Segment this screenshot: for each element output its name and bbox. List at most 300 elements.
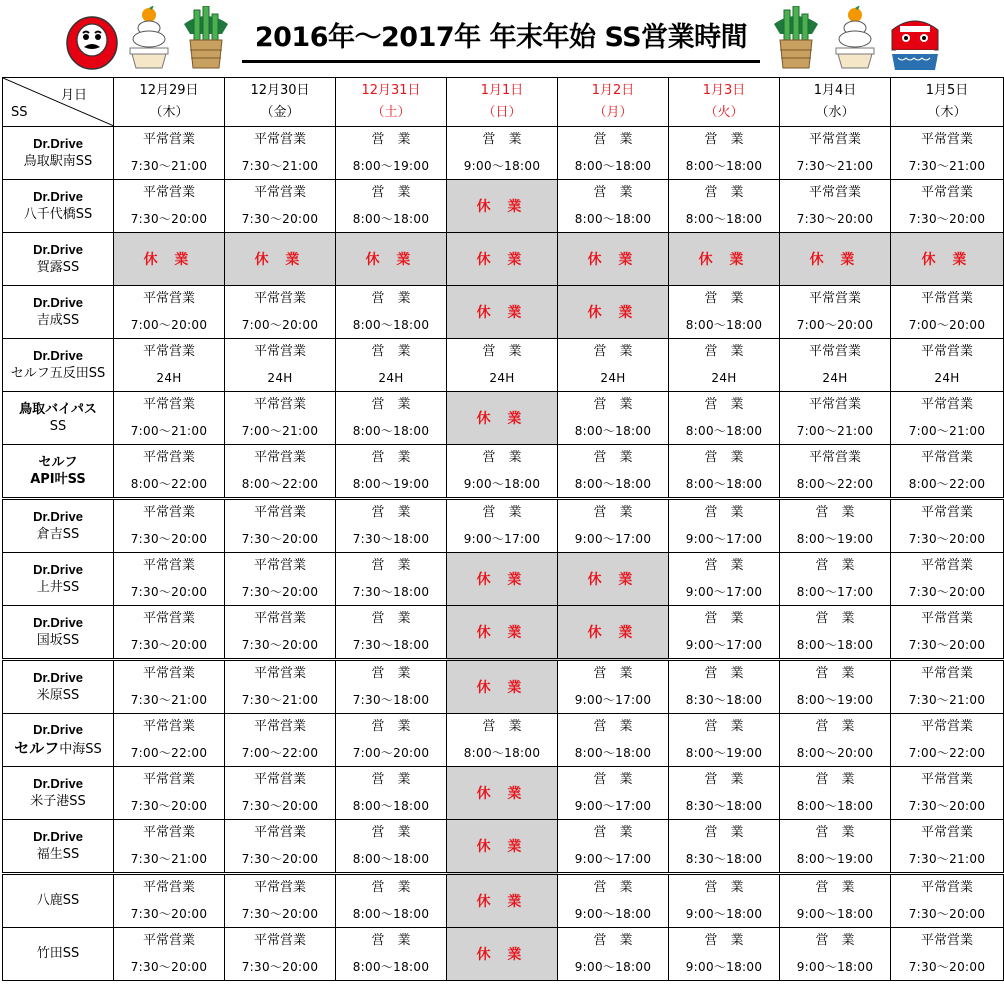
hours-cell (114, 714, 225, 767)
business-status: 平常営業 (920, 397, 973, 412)
kagami-mochi-icon (830, 6, 880, 70)
day-date: 1月1日 (480, 83, 524, 98)
business-status: 平常営業 (142, 558, 195, 573)
hours-cell (336, 445, 447, 499)
closed-cell (225, 233, 336, 286)
business-status: 平常営業 (142, 132, 195, 147)
hours-cell (891, 339, 1004, 392)
business-status: 営 業 (371, 450, 411, 465)
kadomatsu-icon (180, 6, 232, 70)
business-hours: 9:00～18:00 (574, 907, 652, 921)
business-status: 営 業 (371, 505, 411, 520)
hours-cell (558, 180, 669, 233)
business-status: 営 業 (593, 450, 633, 465)
business-hours: 7:30～21:00 (908, 852, 986, 866)
corner-cell (3, 78, 114, 127)
business-hours: 7:30～20:00 (908, 212, 986, 226)
business-hours: 7:30～20:00 (130, 585, 208, 599)
closed-cell (558, 553, 669, 606)
hours-cell (891, 820, 1004, 874)
closed-cell (447, 606, 558, 660)
station-name-cell (3, 445, 114, 499)
business-status: 営 業 (815, 825, 855, 840)
station-name-cell (3, 660, 114, 714)
business-status: 平常営業 (808, 185, 861, 200)
hours-cell (447, 339, 558, 392)
station-name: 上井SS (36, 580, 80, 595)
business-status: 平常営業 (253, 772, 306, 787)
business-status: 営 業 (704, 505, 744, 520)
hours-cell (225, 339, 336, 392)
business-status: 平常営業 (253, 291, 306, 306)
hours-cell (891, 286, 1004, 339)
station-name-cell (3, 233, 114, 286)
hours-cell (669, 553, 780, 606)
business-status: 平常営業 (142, 185, 195, 200)
business-hours: 7:00～21:00 (908, 424, 986, 438)
business-status: 平常営業 (808, 344, 861, 359)
closed-label: 休 業 (476, 572, 528, 588)
station-brand: Dr.Drive (33, 189, 83, 204)
hours-cell (669, 874, 780, 928)
business-hours: 24H (711, 371, 737, 385)
business-hours: 24H (489, 371, 515, 385)
business-hours: 7:30～20:00 (908, 799, 986, 813)
business-status: 平常営業 (253, 558, 306, 573)
hours-cell (225, 928, 336, 981)
business-status: 営 業 (815, 505, 855, 520)
closed-cell (447, 660, 558, 714)
hours-cell (669, 180, 780, 233)
business-hours: 8:00～18:00 (352, 318, 430, 332)
business-status: 営 業 (371, 132, 411, 147)
business-status: 平常営業 (920, 505, 973, 520)
business-hours: 8:30～18:00 (685, 852, 763, 866)
business-status: 営 業 (704, 291, 744, 306)
business-status: 営 業 (371, 772, 411, 787)
business-hours: 9:00～18:00 (463, 477, 541, 491)
station-brand: Dr.Drive (33, 509, 83, 524)
hours-cell (669, 660, 780, 714)
business-status: 平常営業 (920, 291, 973, 306)
business-hours: 24H (600, 371, 626, 385)
station-name: 賀露SS (36, 260, 80, 275)
hours-cell (558, 874, 669, 928)
business-status: 平常営業 (253, 344, 306, 359)
business-hours: 24H (267, 371, 293, 385)
hours-cell (225, 820, 336, 874)
hours-cell (669, 606, 780, 660)
closed-cell (447, 553, 558, 606)
business-hours: 7:30～20:00 (241, 532, 319, 546)
hours-cell (225, 553, 336, 606)
business-hours: 7:30～21:00 (796, 159, 874, 173)
business-status: 平常営業 (253, 611, 306, 626)
page-title: 2016年～2017年 年末年始 SS営業時間 (242, 18, 760, 63)
business-status: 営 業 (815, 611, 855, 626)
hours-cell (780, 127, 891, 180)
hours-cell (558, 928, 669, 981)
station-name-cell (3, 339, 114, 392)
hours-cell (780, 553, 891, 606)
business-hours: 8:00～19:00 (796, 852, 874, 866)
hours-cell (891, 392, 1004, 445)
station-name-cell (3, 714, 114, 767)
day-weekday: （月） (593, 105, 633, 120)
business-hours: 8:00～18:00 (352, 212, 430, 226)
business-hours: 7:30～18:00 (352, 532, 430, 546)
business-status: 営 業 (371, 611, 411, 626)
closed-label: 休 業 (476, 252, 528, 268)
business-status: 営 業 (704, 450, 744, 465)
closed-label: 休 業 (587, 252, 639, 268)
business-hours: 8:00～18:00 (352, 799, 430, 813)
business-status: 平常営業 (253, 450, 306, 465)
business-hours: 9:00～17:00 (574, 693, 652, 707)
business-hours: 9:00～17:00 (574, 799, 652, 813)
business-status: 平常営業 (142, 344, 195, 359)
business-status: 営 業 (371, 185, 411, 200)
hours-cell (558, 392, 669, 445)
day-weekday: （水） (815, 105, 855, 120)
hours-cell (558, 714, 669, 767)
business-hours: 8:00～19:00 (685, 746, 763, 760)
business-hours: 8:00～18:00 (352, 960, 430, 974)
hours-cell (891, 499, 1004, 553)
business-hours: 7:00～21:00 (241, 424, 319, 438)
hours-cell (891, 714, 1004, 767)
hours-cell (669, 286, 780, 339)
station-brand: Dr.Drive (33, 295, 83, 310)
business-hours: 7:00～20:00 (130, 318, 208, 332)
station-name: 国坂SS (36, 633, 80, 648)
business-hours: 8:00～18:00 (796, 799, 874, 813)
station-name: 吉成SS (36, 313, 80, 328)
day-date: 1月2日 (591, 83, 635, 98)
business-hours: 8:00～18:00 (574, 424, 652, 438)
station-row (3, 445, 1004, 499)
closed-cell (447, 820, 558, 874)
hours-cell (114, 445, 225, 499)
business-hours: 7:30～20:00 (908, 532, 986, 546)
closed-label: 休 業 (476, 625, 528, 641)
closed-label: 休 業 (587, 572, 639, 588)
hours-cell (447, 445, 558, 499)
business-status: 平常営業 (920, 666, 973, 681)
business-status: 平常営業 (920, 880, 973, 895)
corner-ss-label: SS (11, 105, 28, 120)
business-status: 平常営業 (142, 291, 195, 306)
closed-label: 休 業 (587, 305, 639, 321)
hours-cell (336, 820, 447, 874)
business-status: 営 業 (593, 666, 633, 681)
station-name: 八鹿SS (36, 893, 80, 908)
hours-cell (780, 767, 891, 820)
station-row (3, 180, 1004, 233)
business-status: 営 業 (593, 933, 633, 948)
business-status: 営 業 (371, 666, 411, 681)
business-hours: 7:30～20:00 (241, 638, 319, 652)
station-brand: Dr.Drive (33, 615, 83, 630)
business-hours: 8:30～18:00 (685, 693, 763, 707)
hours-cell (225, 127, 336, 180)
business-hours: 8:30～18:00 (685, 799, 763, 813)
hours-cell (336, 127, 447, 180)
station-name-cell (3, 874, 114, 928)
business-hours: 9:00～17:00 (685, 532, 763, 546)
business-status: 営 業 (704, 772, 744, 787)
hours-cell (114, 127, 225, 180)
closed-cell (447, 767, 558, 820)
closed-label: 休 業 (476, 305, 528, 321)
business-status: 平常営業 (920, 185, 973, 200)
day-date: 1月5日 (925, 83, 969, 98)
business-hours: 7:30～18:00 (352, 638, 430, 652)
business-hours: 8:00～22:00 (796, 477, 874, 491)
hours-cell (891, 445, 1004, 499)
hours-cell (225, 874, 336, 928)
business-hours: 7:00～20:00 (796, 318, 874, 332)
closed-label: 休 業 (365, 252, 417, 268)
day-header (558, 78, 669, 127)
station-name-cell (3, 767, 114, 820)
hours-cell (669, 339, 780, 392)
business-hours: 8:00～18:00 (574, 746, 652, 760)
station-name-cell (3, 286, 114, 339)
business-status: 営 業 (704, 825, 744, 840)
hours-cell (114, 928, 225, 981)
business-hours: 7:30～20:00 (130, 212, 208, 226)
page-header (0, 0, 1004, 74)
business-status: 営 業 (815, 772, 855, 787)
business-status: 平常営業 (920, 933, 973, 948)
closed-label: 休 業 (587, 625, 639, 641)
shishimai-icon (886, 12, 944, 72)
business-status: 平常営業 (920, 611, 973, 626)
business-status: 平常営業 (253, 880, 306, 895)
hours-cell (447, 127, 558, 180)
business-status: 営 業 (593, 505, 633, 520)
hours-cell (780, 339, 891, 392)
business-hours: 7:00～22:00 (130, 746, 208, 760)
hours-cell (225, 606, 336, 660)
business-hours: 9:00～17:00 (685, 585, 763, 599)
business-status: 営 業 (704, 933, 744, 948)
business-hours: 8:00～22:00 (241, 477, 319, 491)
station-name: 米子港SS (30, 794, 86, 809)
business-status: 平常営業 (142, 450, 195, 465)
hours-cell (114, 606, 225, 660)
hours-cell (669, 499, 780, 553)
business-hours: 9:00～17:00 (574, 852, 652, 866)
hours-cell (558, 767, 669, 820)
hours-cell (336, 286, 447, 339)
hours-cell (669, 392, 780, 445)
business-status: 営 業 (371, 880, 411, 895)
business-status: 平常営業 (253, 666, 306, 681)
hours-cell (891, 553, 1004, 606)
day-header (225, 78, 336, 127)
business-status: 営 業 (704, 666, 744, 681)
hours-cell (669, 928, 780, 981)
business-hours: 7:30～20:00 (908, 907, 986, 921)
hours-cell (780, 820, 891, 874)
business-status: 営 業 (371, 291, 411, 306)
business-hours: 7:00～21:00 (130, 424, 208, 438)
day-header (336, 78, 447, 127)
closed-cell (114, 233, 225, 286)
hours-cell (114, 660, 225, 714)
hours-cell (891, 606, 1004, 660)
day-weekday: （木） (149, 105, 189, 120)
station-row (3, 286, 1004, 339)
business-status: 営 業 (482, 132, 522, 147)
business-hours: 8:00～18:00 (685, 212, 763, 226)
business-status: 営 業 (482, 450, 522, 465)
business-status: 平常営業 (920, 825, 973, 840)
day-date: 12月31日 (361, 83, 421, 98)
hours-cell (225, 392, 336, 445)
business-hours: 7:30～21:00 (241, 693, 319, 707)
business-status: 営 業 (593, 825, 633, 840)
business-hours: 7:00～20:00 (908, 318, 986, 332)
day-header (780, 78, 891, 127)
hours-cell (114, 767, 225, 820)
station-brand: Dr.Drive (33, 670, 83, 685)
hours-cell (114, 286, 225, 339)
day-header (669, 78, 780, 127)
business-status: 営 業 (482, 344, 522, 359)
station-row (3, 767, 1004, 820)
hours-cell (558, 127, 669, 180)
business-hours: 9:00～18:00 (685, 907, 763, 921)
business-hours: 7:30～20:00 (130, 960, 208, 974)
closed-cell (447, 180, 558, 233)
station-name: 倉吉SS (36, 527, 80, 542)
station-name-cell (3, 820, 114, 874)
closed-cell (447, 233, 558, 286)
business-status: 平常営業 (808, 450, 861, 465)
hours-cell (447, 499, 558, 553)
hours-cell (225, 180, 336, 233)
hours-cell (336, 606, 447, 660)
business-status: 営 業 (704, 397, 744, 412)
station-row (3, 127, 1004, 180)
closed-label: 休 業 (254, 252, 306, 268)
station-name-cell (3, 928, 114, 981)
business-status: 営 業 (704, 719, 744, 734)
station-row (3, 606, 1004, 660)
business-hours: 7:30～20:00 (130, 532, 208, 546)
business-hours: 9:00～18:00 (574, 960, 652, 974)
station-brand: Dr.Drive (33, 829, 83, 844)
business-status: 平常営業 (920, 772, 973, 787)
business-status: 営 業 (371, 825, 411, 840)
business-hours: 7:30～20:00 (130, 799, 208, 813)
day-weekday: （金） (260, 105, 300, 120)
hours-cell (225, 714, 336, 767)
day-date: 1月4日 (813, 83, 857, 98)
business-status: 平常営業 (142, 772, 195, 787)
hours-cell (225, 660, 336, 714)
business-status: 営 業 (815, 666, 855, 681)
hours-cell (336, 714, 447, 767)
hours-cell (114, 180, 225, 233)
closed-cell (891, 233, 1004, 286)
business-hours: 9:00～18:00 (685, 960, 763, 974)
kagami-mochi-icon (124, 6, 174, 70)
header-row (3, 78, 1004, 127)
business-status: 平常営業 (142, 397, 195, 412)
closed-cell (558, 606, 669, 660)
day-weekday: （土） (371, 105, 411, 120)
hours-cell (336, 499, 447, 553)
closed-cell (447, 286, 558, 339)
station-brand: Dr.Drive (33, 776, 83, 791)
closed-label: 休 業 (809, 252, 861, 268)
hours-cell (558, 820, 669, 874)
hours-cell (558, 339, 669, 392)
business-status: 営 業 (482, 505, 522, 520)
corner-date-label: 月日 (60, 88, 87, 103)
business-status: 平常営業 (142, 719, 195, 734)
business-hours: 8:00～18:00 (685, 424, 763, 438)
business-status: 営 業 (593, 185, 633, 200)
hours-cell (780, 928, 891, 981)
business-status: 平常営業 (808, 291, 861, 306)
station-name (3, 739, 113, 759)
business-hours: 7:30～21:00 (908, 159, 986, 173)
business-hours: 8:00～19:00 (352, 159, 430, 173)
business-status: 平常営業 (142, 611, 195, 626)
business-status: 営 業 (593, 344, 633, 359)
business-status: 営 業 (371, 933, 411, 948)
hours-cell (669, 767, 780, 820)
business-hours: 9:00～17:00 (463, 532, 541, 546)
station-name: 八千代橋SS (23, 207, 93, 222)
business-hours: 7:30～20:00 (241, 960, 319, 974)
station-name: API叶SS (30, 472, 86, 487)
business-status: 平常営業 (142, 880, 195, 895)
hours-cell (780, 392, 891, 445)
station-name-cell (3, 606, 114, 660)
business-status: 平常営業 (142, 505, 195, 520)
business-status: 営 業 (371, 719, 411, 734)
hours-cell (114, 820, 225, 874)
station-row (3, 553, 1004, 606)
business-hours: 8:00～18:00 (796, 638, 874, 652)
business-hours: 8:00～18:00 (352, 424, 430, 438)
business-hours: 24H (934, 371, 960, 385)
business-status: 営 業 (815, 719, 855, 734)
business-hours: 9:00～17:00 (685, 638, 763, 652)
business-hours: 7:30～20:00 (796, 212, 874, 226)
business-status: 平常営業 (253, 397, 306, 412)
closed-label: 休 業 (476, 786, 528, 802)
hours-cell (336, 660, 447, 714)
closed-cell (447, 392, 558, 445)
business-hours: 7:30～21:00 (130, 159, 208, 173)
hours-cell (891, 660, 1004, 714)
station-row (3, 499, 1004, 553)
closed-label: 休 業 (476, 411, 528, 427)
business-hours: 7:30～21:00 (908, 693, 986, 707)
business-status: 営 業 (371, 344, 411, 359)
business-status: 営 業 (704, 558, 744, 573)
business-status: 営 業 (593, 397, 633, 412)
business-hours: 7:30～20:00 (241, 585, 319, 599)
business-status: 営 業 (593, 132, 633, 147)
